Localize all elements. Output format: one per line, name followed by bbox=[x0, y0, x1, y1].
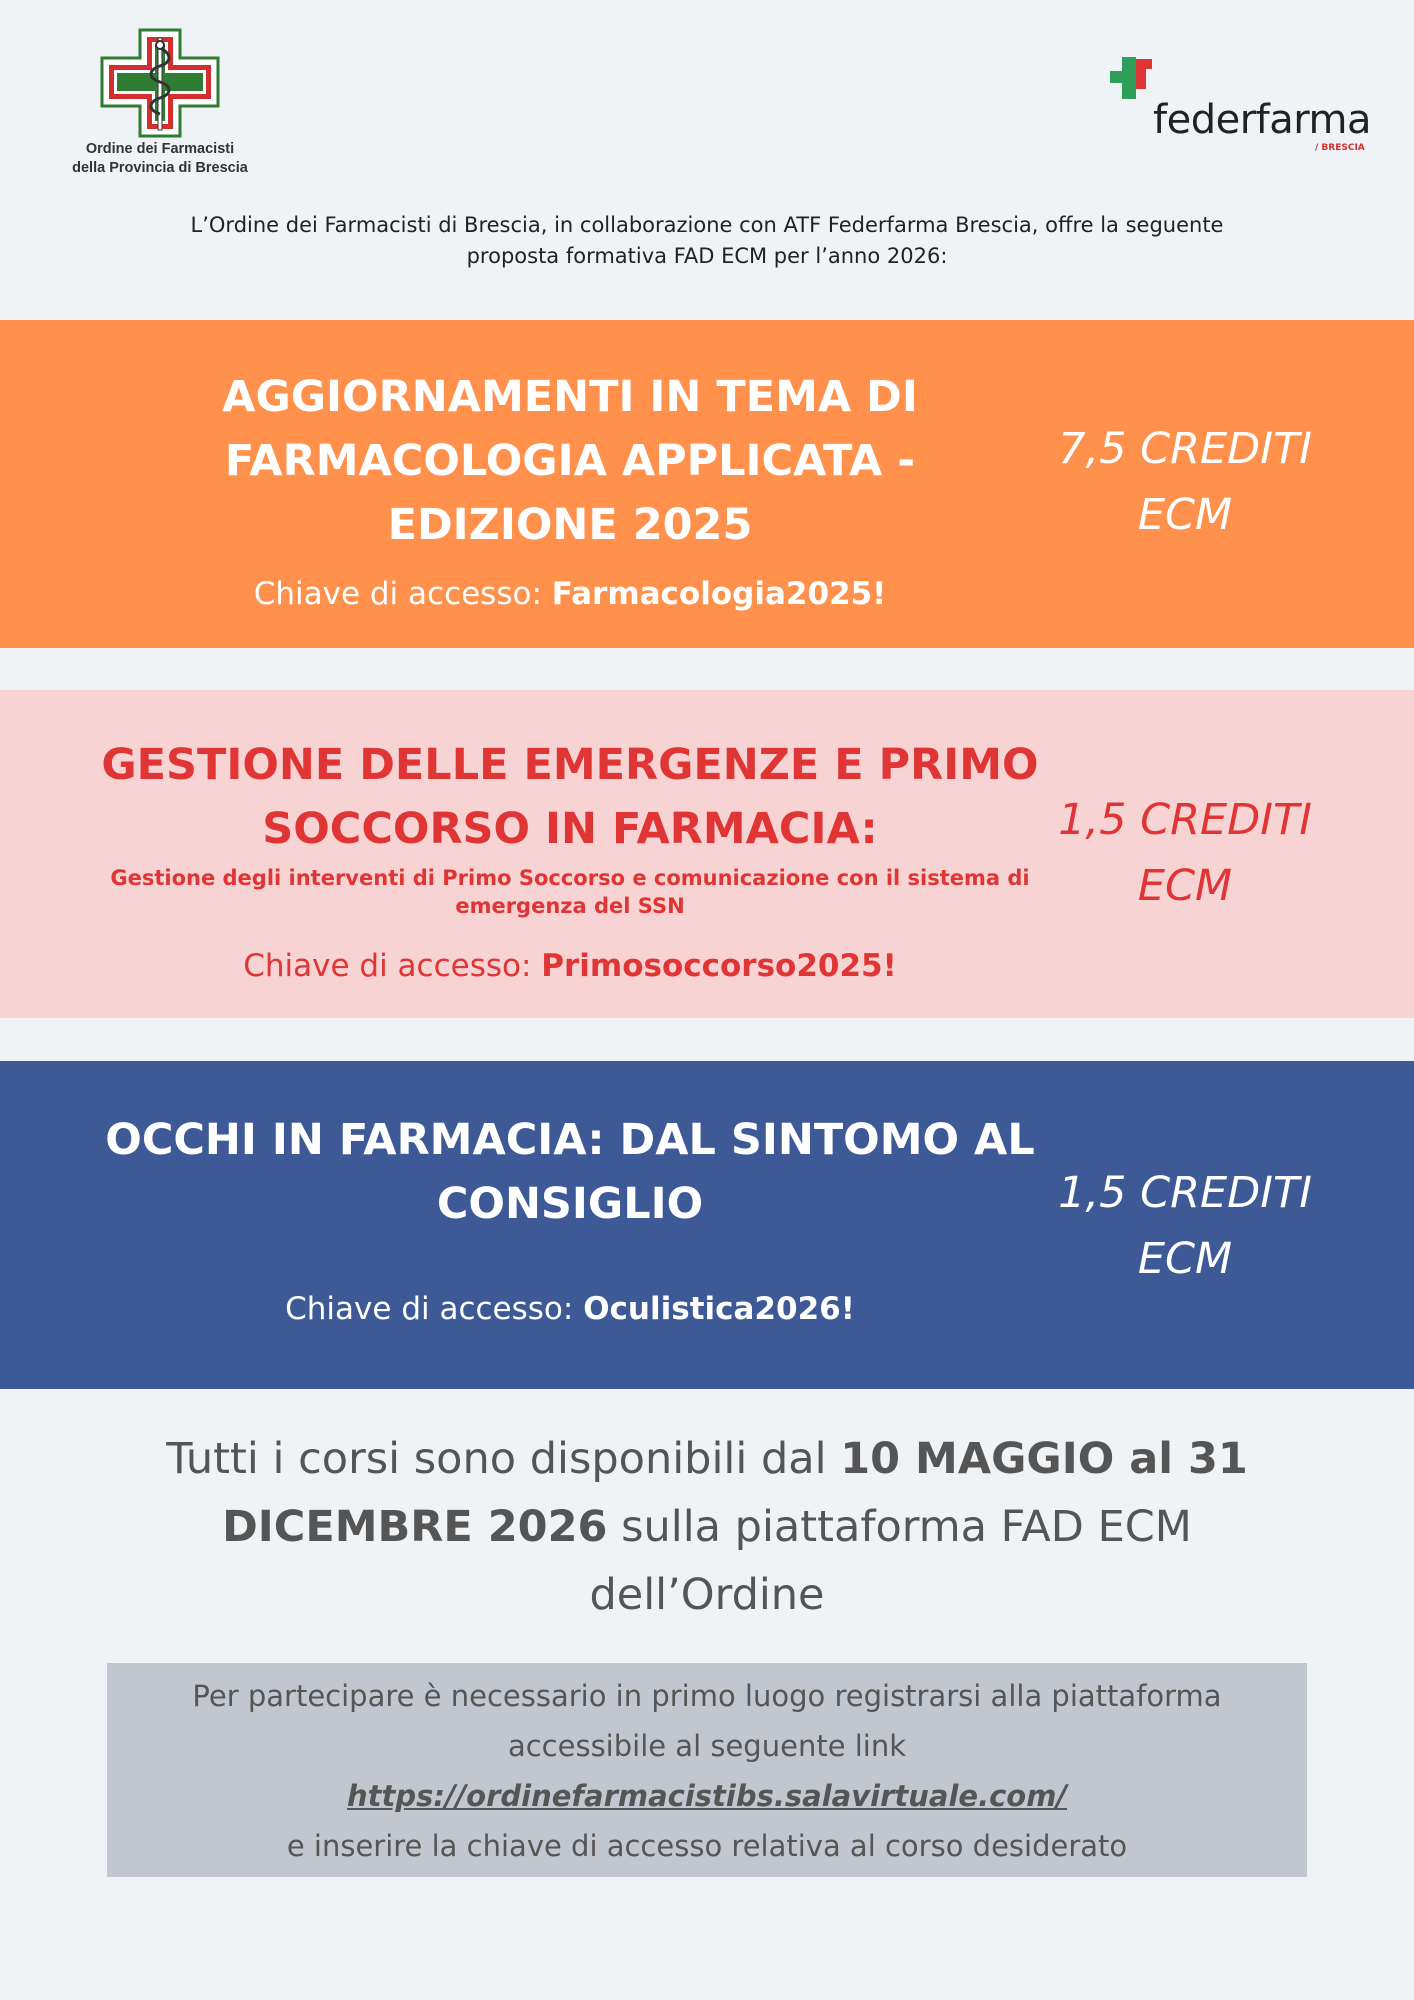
course-title-line2: CONSIGLIO bbox=[436, 1179, 704, 1229]
availability-line2 bbox=[120, 1493, 1294, 1561]
credits-line1: 1,5 CREDITI bbox=[1058, 795, 1312, 845]
federfarma-cross-icon bbox=[1108, 55, 1158, 105]
credits-line1: 1,5 CREDITI bbox=[1058, 1168, 1312, 1218]
course-title-line1: OCCHI IN FARMACIA: DAL SINTOMO AL bbox=[105, 1115, 1035, 1165]
platform-link[interactable]: https://ordinefarmacistibs.salavirtuale.com/ bbox=[346, 1779, 1068, 1813]
course-subtitle-line2: emergenza del SSN bbox=[455, 894, 685, 918]
credits-line1: 7,5 CREDITI bbox=[1058, 424, 1312, 474]
federfarma-subbrand: / BRESCIA bbox=[1315, 143, 1365, 153]
access-key-value: Primosoccorso2025! bbox=[541, 948, 897, 984]
info-content bbox=[107, 1671, 1307, 1871]
course-subtitle-line1: Gestione degli interventi di Primo Soccorso e comunicazione con il sistema di bbox=[110, 866, 1030, 890]
ordine-name-line2: della Provincia di Brescia bbox=[72, 160, 248, 176]
access-key-value: Farmacologia2025! bbox=[551, 576, 887, 612]
course-title-line1: GESTIONE DELLE EMERGENZE E PRIMO bbox=[101, 740, 1039, 790]
course-title-line3: EDIZIONE 2025 bbox=[387, 500, 753, 550]
availability-part1: Tutti i corsi sono disponibili dal bbox=[166, 1434, 841, 1484]
intro-line2: proposta formativa FAD ECM per l’anno 2026: bbox=[466, 244, 948, 268]
intro-line1: L’Ordine dei Farmacisti di Brescia, in collaborazione con ATF Federfarma Brescia, offre la seguente bbox=[190, 213, 1224, 237]
course-title bbox=[70, 365, 1070, 557]
course-credits bbox=[1040, 787, 1330, 919]
course-title bbox=[70, 733, 1070, 861]
course-band-oculistica bbox=[0, 1061, 1414, 1389]
course-credits bbox=[1040, 416, 1330, 548]
course-band-primo-soccorso bbox=[0, 690, 1414, 1018]
access-key-value: Oculistica2026! bbox=[583, 1291, 855, 1327]
course-access-key bbox=[70, 576, 1070, 612]
ordine-name bbox=[40, 140, 280, 178]
availability-line3: dell’Ordine bbox=[589, 1570, 825, 1620]
course-title-line2: FARMACOLOGIA APPLICATA - bbox=[224, 436, 916, 486]
credits-line2: ECM bbox=[1137, 861, 1233, 911]
info-line2: accessibile al seguente link bbox=[507, 1729, 907, 1763]
course-access-key bbox=[70, 1291, 1070, 1327]
availability-bold1: 10 MAGGIO al 31 bbox=[840, 1434, 1248, 1484]
intro-text bbox=[100, 210, 1314, 272]
course-title-line2: SOCCORSO IN FARMACIA: bbox=[262, 804, 878, 854]
availability-part2: sulla piattaforma FAD ECM bbox=[607, 1502, 1192, 1552]
access-key-label: Chiave di accesso: bbox=[243, 948, 542, 984]
course-access-key bbox=[70, 948, 1070, 984]
ordine-farmacisti-logo bbox=[100, 28, 220, 138]
availability-bold2: DICEMBRE 2026 bbox=[222, 1502, 608, 1552]
course-credits bbox=[1040, 1160, 1330, 1292]
access-key-label: Chiave di accesso: bbox=[253, 576, 552, 612]
course-title-line1: AGGIORNAMENTI IN TEMA DI bbox=[222, 372, 918, 422]
credits-line2: ECM bbox=[1137, 1234, 1233, 1284]
course-band-farmacologia bbox=[0, 320, 1414, 648]
availability-text bbox=[120, 1425, 1294, 1629]
ordine-name-line1: Ordine dei Farmacisti bbox=[85, 141, 235, 157]
availability-line1 bbox=[120, 1425, 1294, 1493]
info-box bbox=[107, 1663, 1307, 1877]
credits-line2: ECM bbox=[1137, 490, 1233, 540]
info-line4: e inserire la chiave di accesso relativa al corso desiderato bbox=[286, 1829, 1128, 1863]
course-subtitle bbox=[70, 864, 1070, 920]
access-key-label: Chiave di accesso: bbox=[285, 1291, 584, 1327]
info-line1: Per partecipare è necessario in primo luogo registrarsi alla piattaforma bbox=[192, 1679, 1222, 1713]
federfarma-wordmark: federfarma bbox=[1153, 97, 1371, 143]
course-title bbox=[70, 1108, 1070, 1236]
